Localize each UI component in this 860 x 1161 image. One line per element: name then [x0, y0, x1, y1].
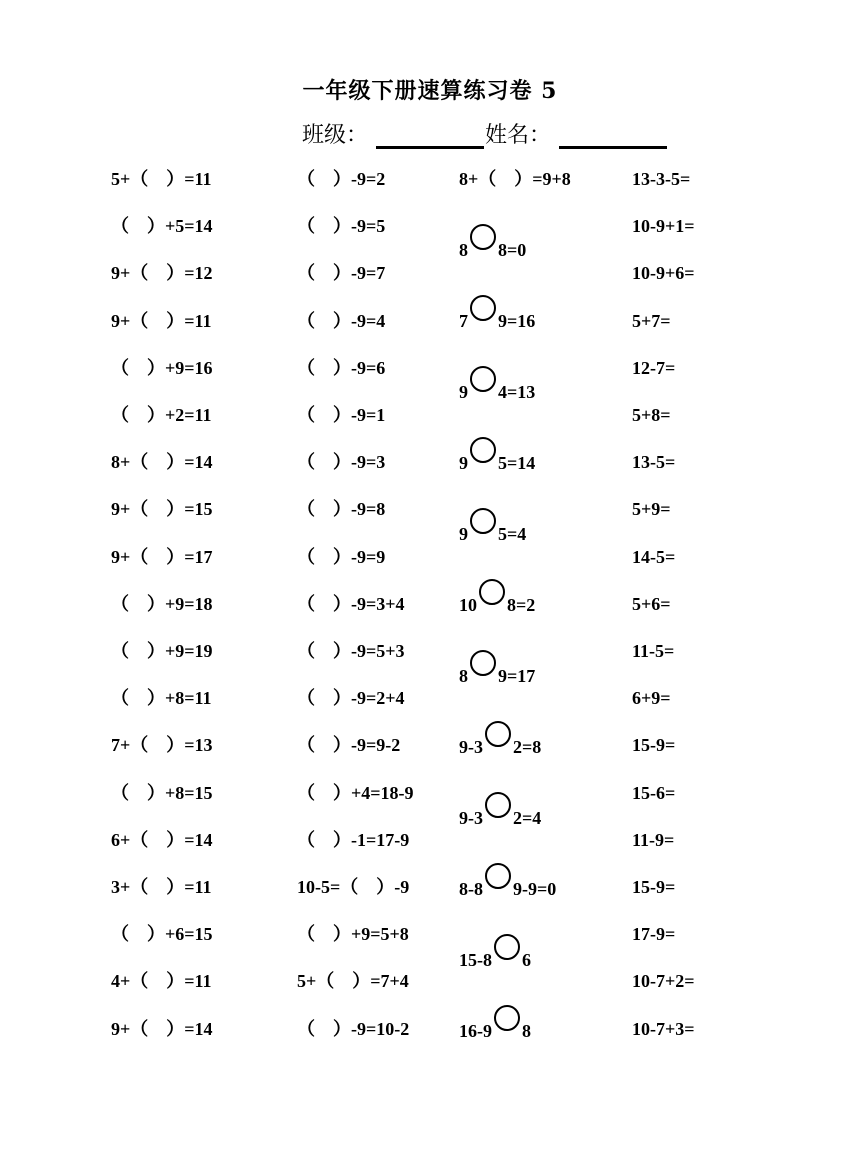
- compare-item: [459, 1013, 531, 1042]
- answer-circle-icon[interactable]: [485, 863, 511, 889]
- compare-left: 7: [459, 311, 468, 331]
- problem-item[interactable]: 7+（ ）=13: [111, 735, 213, 756]
- problem-item[interactable]: 6+（ ）=14: [111, 829, 213, 850]
- problem-item[interactable]: 11-5=: [632, 641, 675, 661]
- problem-item[interactable]: （ ）+6=15: [111, 924, 213, 945]
- compare-item: [459, 587, 535, 616]
- problem-item[interactable]: 5+（ ）=7+4: [297, 971, 409, 992]
- problem-item[interactable]: （ ）-9=2: [297, 169, 386, 189]
- problem-item[interactable]: （ ）+9=5+8: [297, 924, 409, 945]
- problem-item[interactable]: 9+（ ）=15: [111, 499, 213, 520]
- compare-right: 6: [522, 950, 531, 970]
- problem-item[interactable]: （ ）+9=18: [111, 593, 213, 614]
- problem-item[interactable]: 9+（ ）=11: [111, 310, 212, 331]
- compare-left: 9: [459, 524, 468, 544]
- problem-item[interactable]: （ ）+2=11: [111, 405, 212, 425]
- compare-left: 9-3: [459, 737, 483, 757]
- name-label: 姓名：: [485, 123, 552, 148]
- compare-item: [459, 445, 535, 474]
- answer-circle-icon[interactable]: [470, 650, 496, 676]
- problem-item[interactable]: 5+8=: [632, 405, 671, 425]
- problem-item[interactable]: 10-9+1=: [632, 216, 695, 237]
- problem-item[interactable]: 12-7=: [632, 357, 676, 378]
- problem-item[interactable]: 14-5=: [632, 546, 676, 567]
- problem-item[interactable]: （ ）-9=8: [297, 499, 386, 520]
- compare-left: 16-9: [459, 1021, 492, 1041]
- problem-item[interactable]: （ ）-9=1: [297, 405, 386, 425]
- answer-circle-icon[interactable]: [470, 366, 496, 392]
- compare-right: 4=13: [498, 382, 536, 402]
- problem-item[interactable]: 8+（ ）=14: [111, 452, 213, 473]
- compare-left: 9: [459, 453, 468, 473]
- compare-right: 9=17: [498, 666, 536, 686]
- answer-circle-icon[interactable]: [470, 224, 496, 250]
- problem-item[interactable]: 10-7+2=: [632, 971, 695, 992]
- answer-circle-icon[interactable]: [485, 792, 511, 818]
- compare-item: [459, 729, 541, 758]
- problem-item[interactable]: （ ）+8=15: [111, 782, 213, 803]
- compare-right: 5=4: [498, 524, 527, 544]
- compare-item: [459, 658, 535, 687]
- problem-item[interactable]: 8+（ ）=9+8: [459, 169, 571, 189]
- problem-item[interactable]: （ ）-9=4: [297, 310, 386, 331]
- problem-item[interactable]: 9+（ ）=12: [111, 263, 213, 284]
- problem-item[interactable]: （ ）+5=14: [111, 216, 213, 237]
- problem-item[interactable]: 11-9=: [632, 829, 675, 850]
- compare-right: 8=0: [498, 240, 527, 260]
- problem-item[interactable]: （ ）-9=6: [297, 357, 386, 378]
- problem-item[interactable]: （ ）+4=18-9: [297, 782, 414, 803]
- problem-item[interactable]: （ ）-9=9-2: [297, 735, 401, 756]
- problem-item[interactable]: 9+（ ）=14: [111, 1018, 213, 1039]
- problem-item[interactable]: 5+（ ）=11: [111, 169, 212, 189]
- problem-item[interactable]: 4+（ ）=11: [111, 971, 212, 992]
- compare-item: [459, 942, 531, 971]
- problem-item[interactable]: 5+6=: [632, 593, 671, 614]
- problem-item[interactable]: （ ）-9=2+4: [297, 688, 405, 709]
- problem-item[interactable]: （ ）+8=11: [111, 688, 212, 709]
- compare-item: [459, 871, 556, 900]
- compare-item: [459, 303, 535, 332]
- problem-item[interactable]: （ ）+9=16: [111, 357, 213, 378]
- problem-item[interactable]: 5+9=: [632, 499, 671, 520]
- class-label: 班级：: [302, 123, 369, 148]
- compare-right: 9=16: [498, 311, 536, 331]
- class-blank[interactable]: [376, 146, 484, 149]
- compare-left: 8-8: [459, 879, 483, 899]
- problem-item[interactable]: 13-5=: [632, 452, 676, 473]
- compare-left: 8: [459, 666, 468, 686]
- problem-item[interactable]: （ ）-1=17-9: [297, 829, 410, 850]
- problem-item[interactable]: 10-9+6=: [632, 263, 695, 284]
- problem-item[interactable]: 17-9=: [632, 924, 676, 945]
- compare-left: 9: [459, 382, 468, 402]
- compare-right: 5=14: [498, 453, 536, 473]
- compare-right: 2=4: [513, 808, 542, 828]
- answer-circle-icon[interactable]: [494, 934, 520, 960]
- problem-item[interactable]: （ ）-9=7: [297, 263, 386, 284]
- problem-item[interactable]: （ ）-9=10-2: [297, 1018, 410, 1039]
- answer-circle-icon[interactable]: [479, 579, 505, 605]
- problem-item[interactable]: （ ）-9=3+4: [297, 593, 405, 614]
- problem-item[interactable]: 10-7+3=: [632, 1018, 695, 1039]
- problem-item[interactable]: 15-9=: [632, 735, 676, 756]
- problem-item[interactable]: 13-3-5=: [632, 169, 691, 189]
- problem-item[interactable]: 3+（ ）=11: [111, 877, 212, 897]
- compare-left: 8: [459, 240, 468, 260]
- compare-item: [459, 516, 526, 545]
- problem-item[interactable]: （ ）-9=9: [297, 546, 386, 567]
- page-title: 一年级下册速算练习卷 5: [302, 78, 558, 104]
- answer-circle-icon[interactable]: [470, 295, 496, 321]
- problem-item[interactable]: 10-5=（ ）-9: [297, 877, 410, 897]
- problem-item[interactable]: （ ）-9=3: [297, 452, 386, 473]
- answer-circle-icon[interactable]: [470, 508, 496, 534]
- problem-item[interactable]: 9+（ ）=17: [111, 546, 213, 567]
- name-blank[interactable]: [559, 146, 667, 149]
- answer-circle-icon[interactable]: [470, 437, 496, 463]
- compare-item: [459, 800, 541, 829]
- problem-item[interactable]: 15-6=: [632, 782, 676, 803]
- problem-item[interactable]: 5+7=: [632, 310, 671, 331]
- compare-right: 2=8: [513, 737, 542, 757]
- compare-right: 8: [522, 1021, 531, 1041]
- compare-left: 9-3: [459, 808, 483, 828]
- answer-circle-icon[interactable]: [494, 1005, 520, 1031]
- compare-left: 10: [459, 595, 477, 615]
- compare-item: [459, 232, 526, 261]
- problem-item[interactable]: （ ）-9=5: [297, 216, 386, 237]
- problem-item[interactable]: （ ）+9=19: [111, 641, 213, 661]
- compare-right: 9-9=0: [513, 879, 557, 899]
- compare-right: 8=2: [507, 595, 536, 615]
- problem-item[interactable]: （ ）-9=5+3: [297, 641, 405, 661]
- compare-left: 15-8: [459, 950, 492, 970]
- answer-circle-icon[interactable]: [485, 721, 511, 747]
- problem-item[interactable]: 15-9=: [632, 877, 676, 897]
- compare-item: [459, 374, 535, 403]
- problem-item[interactable]: 6+9=: [632, 688, 671, 709]
